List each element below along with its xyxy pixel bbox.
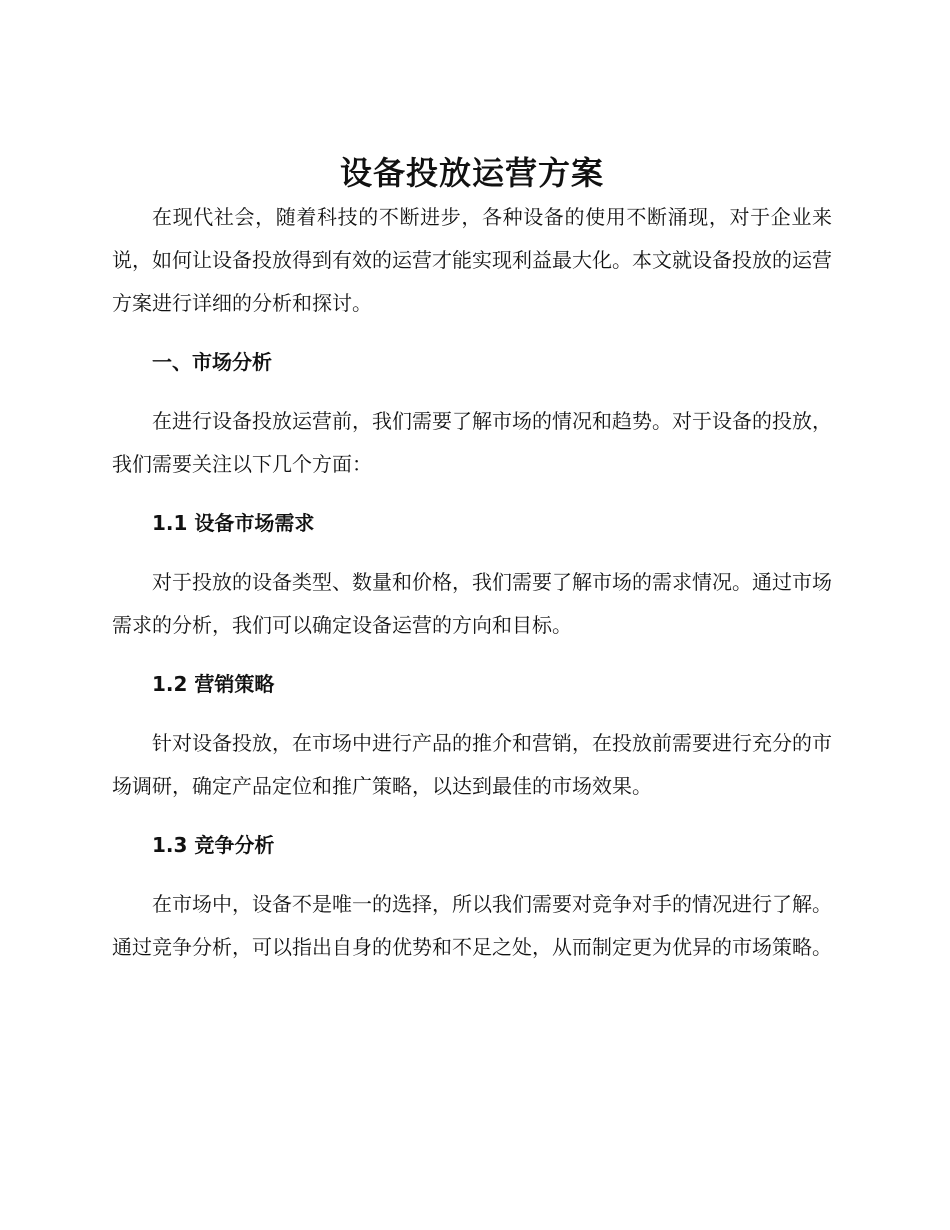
spacer — [112, 486, 832, 502]
subsection-heading-competition-analysis: 1.3 竞争分析 — [152, 833, 275, 857]
intro-paragraph: 在现代社会，随着科技的不断进步，各种设备的使用不断涌现，对于企业来说，如何让设备投放得到有效的运营才能实现利益最大化。本文就设备投放的运营方案进行详细的分析和探讨。 — [112, 205, 832, 315]
subsection-heading-market-demand: 1.1 设备市场需求 — [152, 511, 315, 535]
subsection-heading-marketing-strategy: 1.2 营销策略 — [152, 672, 275, 696]
document-title: 设备投放运营方案 — [339, 154, 604, 192]
section-heading-market-analysis: 一、市场分析 — [152, 350, 272, 374]
spacer — [112, 867, 832, 883]
subsection-paragraph-marketing-strategy: 针对设备投放，在市场中进行产品的推介和营销，在投放前需要进行充分的市场调研，确定产品定位和推广策略，以达到最佳的市场效果。 — [112, 731, 832, 798]
document-page — [112, 148, 832, 969]
spacer — [112, 384, 832, 400]
spacer — [112, 706, 832, 722]
spacer — [112, 325, 832, 341]
section-paragraph-market-analysis: 在进行设备投放运营前，我们需要了解市场的情况和趋势。对于设备的投放，我们需要关注以下几个方面： — [112, 409, 832, 476]
subsection-paragraph-market-demand: 对于投放的设备类型、数量和价格，我们需要了解市场的需求情况。通过市场需求的分析，我们可以确定设备运营的方向和目标。 — [112, 570, 832, 637]
spacer — [112, 647, 832, 663]
spacer — [112, 808, 832, 824]
subsection-paragraph-competition-analysis: 在市场中，设备不是唯一的选择，所以我们需要对竞争对手的情况进行了解。通过竞争分析，可以指出自身的优势和不足之处，从而制定更为优异的市场策略。 — [112, 892, 832, 959]
spacer — [112, 545, 832, 561]
